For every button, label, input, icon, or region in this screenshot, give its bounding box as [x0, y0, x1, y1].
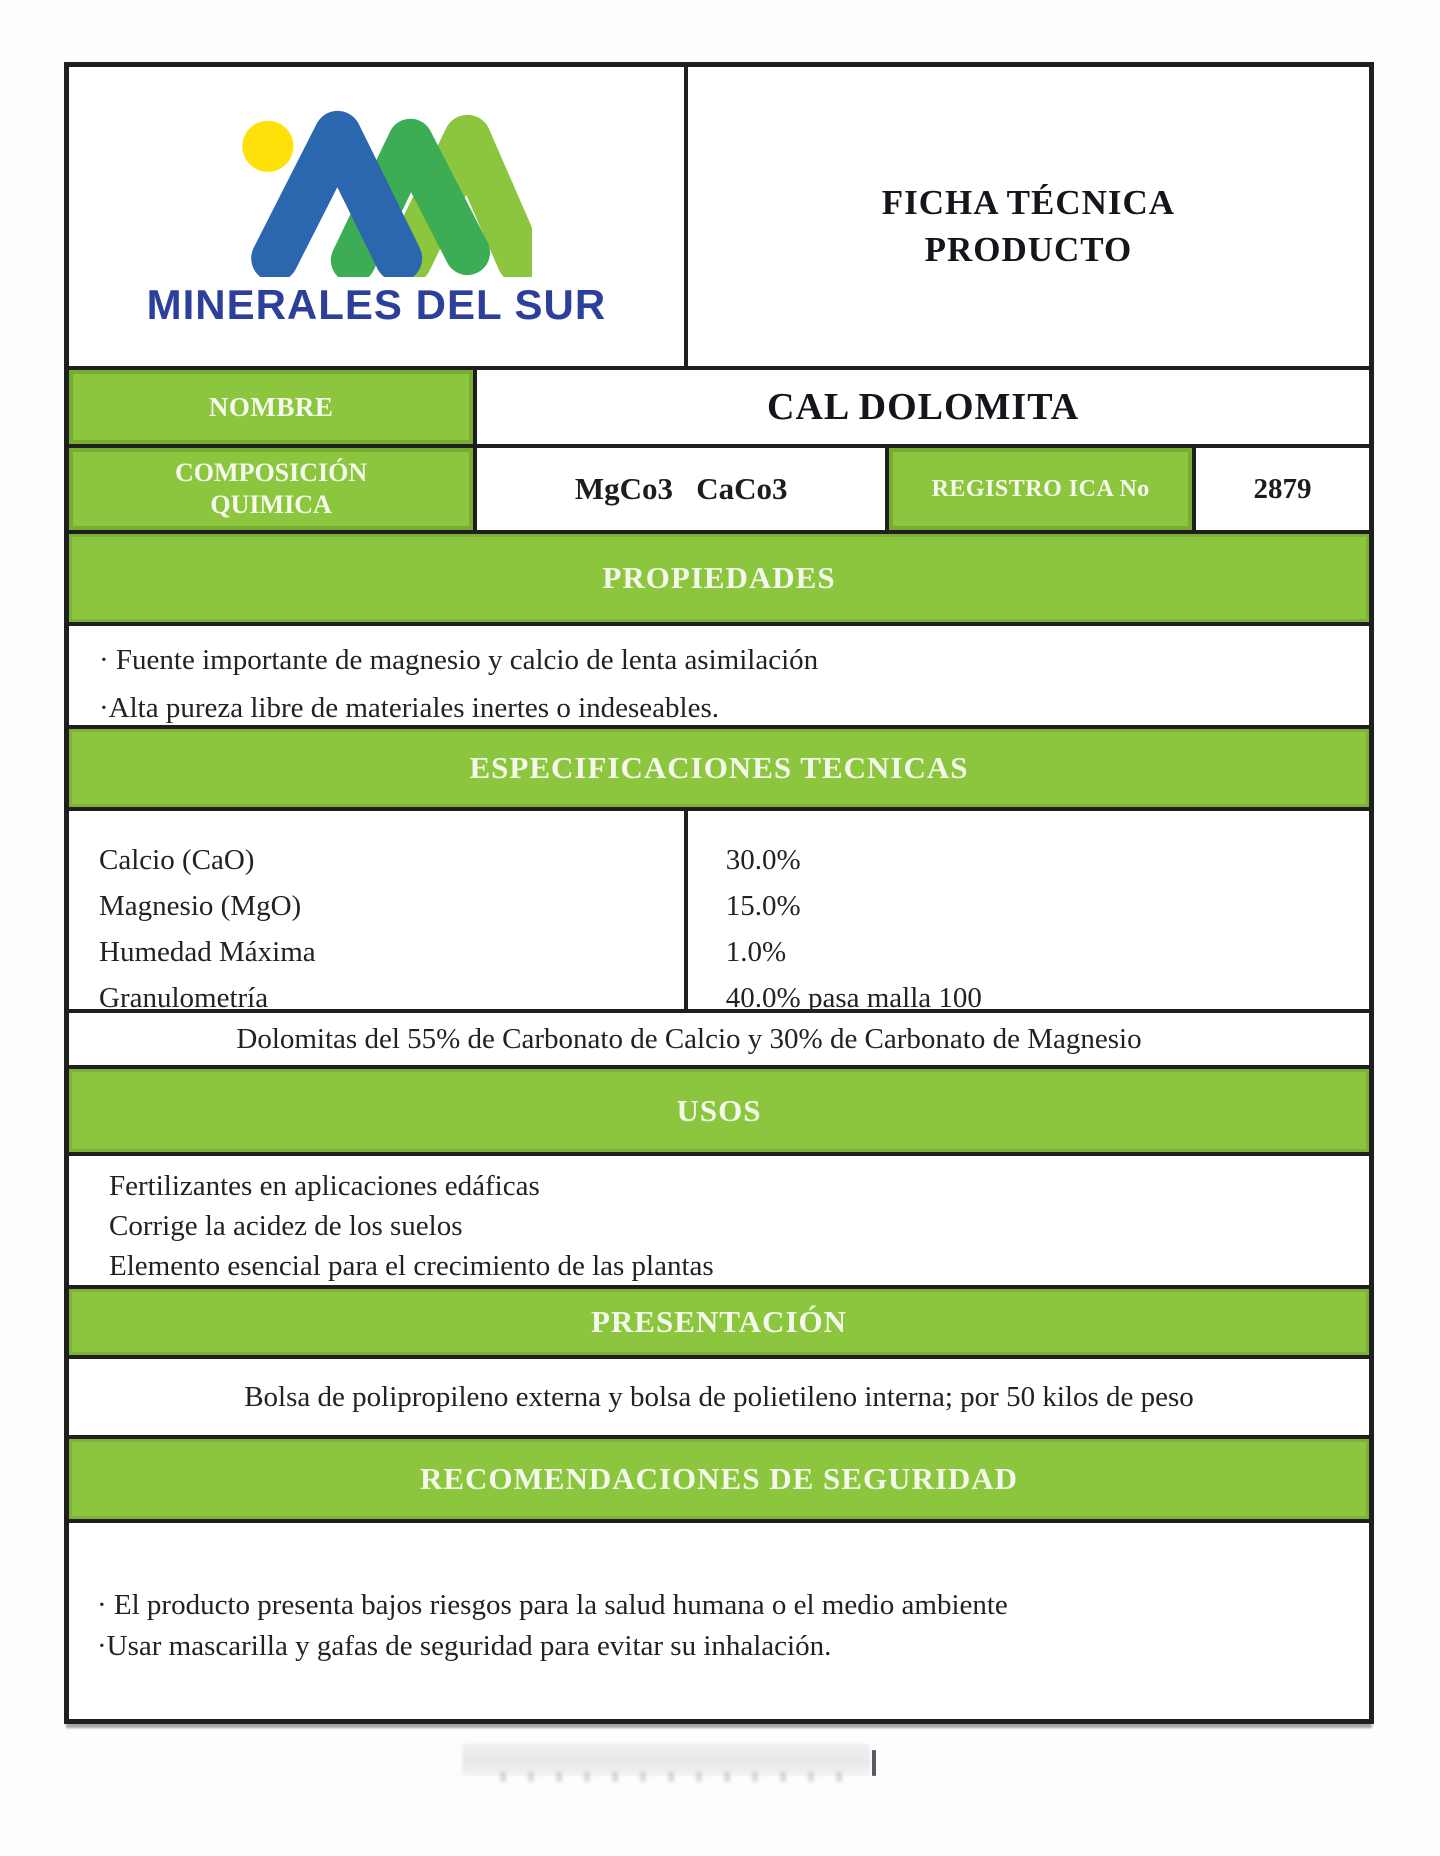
composicion-label	[69, 448, 473, 530]
recomendaciones-banner: RECOMENDACIONES DE SEGURIDAD	[69, 1439, 1369, 1519]
composicion-row	[69, 444, 1369, 530]
usos-text-row	[69, 1152, 1369, 1285]
usos-item: Elemento esencial para el crecimiento de las plantas	[109, 1250, 714, 1282]
spec-parameter: Magnesio (MgO)	[99, 890, 302, 922]
propiedades-item: ·Alta pureza libre de materiales inertes o indeseables.	[99, 692, 720, 724]
technical-sheet-table	[64, 62, 1374, 1724]
recomendaciones-item: · El producto presenta bajos riesgos para la salud humana o el medio ambiente	[97, 1589, 1008, 1621]
spec-parameter: Humedad Máxima	[99, 936, 316, 968]
spec-parameter-column	[69, 811, 688, 1014]
sun-icon	[243, 120, 294, 171]
redacted-text-specks	[500, 1772, 860, 1782]
nombre-row	[69, 366, 1369, 444]
usos-item: Corrige la acidez de los suelos	[109, 1210, 463, 1242]
document-title-line2: PRODUCTO	[924, 229, 1133, 269]
spec-parameter: Granulometría	[99, 982, 269, 1014]
presentacion-banner: PRESENTACIÓN	[69, 1289, 1369, 1355]
propiedades-text-row	[69, 622, 1369, 725]
document-title	[688, 67, 1369, 366]
especificaciones-banner: ESPECIFICACIONES TECNICAS	[69, 729, 1369, 807]
propiedades-item: · Fuente importante de magnesio y calcio de lenta asimilación	[99, 644, 819, 676]
dolomitas-note: Dolomitas del 55% de Carbonato de Calcio y 30% de Carbonato de Magnesio	[236, 1022, 1142, 1055]
product-name: CAL DOLOMITA	[767, 386, 1080, 428]
registro-ica-number: 2879	[1253, 472, 1312, 505]
document-title-line1: FICHA TÉCNICA	[881, 182, 1176, 222]
mountains-logo-icon	[220, 105, 532, 277]
nombre-label-cell	[69, 370, 477, 444]
nombre-label: NOMBRE	[69, 370, 473, 444]
recomendaciones-banner-row	[69, 1435, 1369, 1519]
chemical-formula: MgCo3 CaCo3	[477, 448, 889, 530]
presentacion-text-row	[69, 1355, 1369, 1435]
propiedades-list	[69, 626, 1369, 725]
composicion-label-line2: QUIMICA	[210, 490, 332, 519]
recomendaciones-list	[69, 1523, 1369, 1719]
presentacion-text: Bolsa de polipropileno externa y bolsa de polietileno interna; por 50 kilos de peso	[244, 1380, 1194, 1413]
presentacion-banner-row	[69, 1285, 1369, 1355]
composicion-label-line1: COMPOSICIÓN	[175, 458, 368, 487]
spec-value: 1.0%	[725, 936, 787, 968]
usos-banner-row	[69, 1065, 1369, 1152]
spec-value: 40.0% pasa malla 100	[725, 982, 982, 1014]
text-cursor-mark	[872, 1750, 876, 1776]
spec-value: 15.0%	[725, 890, 801, 922]
recomendaciones-text-row	[69, 1519, 1369, 1719]
spec-value-column	[688, 811, 1369, 1014]
spec-parameter: Calcio (CaO)	[99, 844, 255, 876]
composicion-label-cell	[69, 448, 477, 530]
usos-list	[69, 1156, 1369, 1285]
usos-item: Fertilizantes en aplicaciones edáficas	[109, 1170, 540, 1202]
propiedades-banner-row	[69, 530, 1369, 622]
registro-ica-label: REGISTRO ICA No	[889, 448, 1192, 530]
registro-label-cell	[889, 448, 1196, 530]
propiedades-banner: PROPIEDADES	[69, 534, 1369, 622]
header-row	[69, 67, 1369, 366]
company-name: MINERALES DEL SUR	[146, 280, 607, 328]
especificaciones-table	[69, 807, 1369, 1014]
company-logo	[69, 67, 688, 366]
recomendaciones-item: ·Usar mascarilla y gafas de seguridad para evitar su inhalación.	[97, 1630, 832, 1662]
usos-banner: USOS	[69, 1069, 1369, 1152]
especificaciones-banner-row	[69, 725, 1369, 807]
spec-value: 30.0%	[725, 844, 801, 876]
